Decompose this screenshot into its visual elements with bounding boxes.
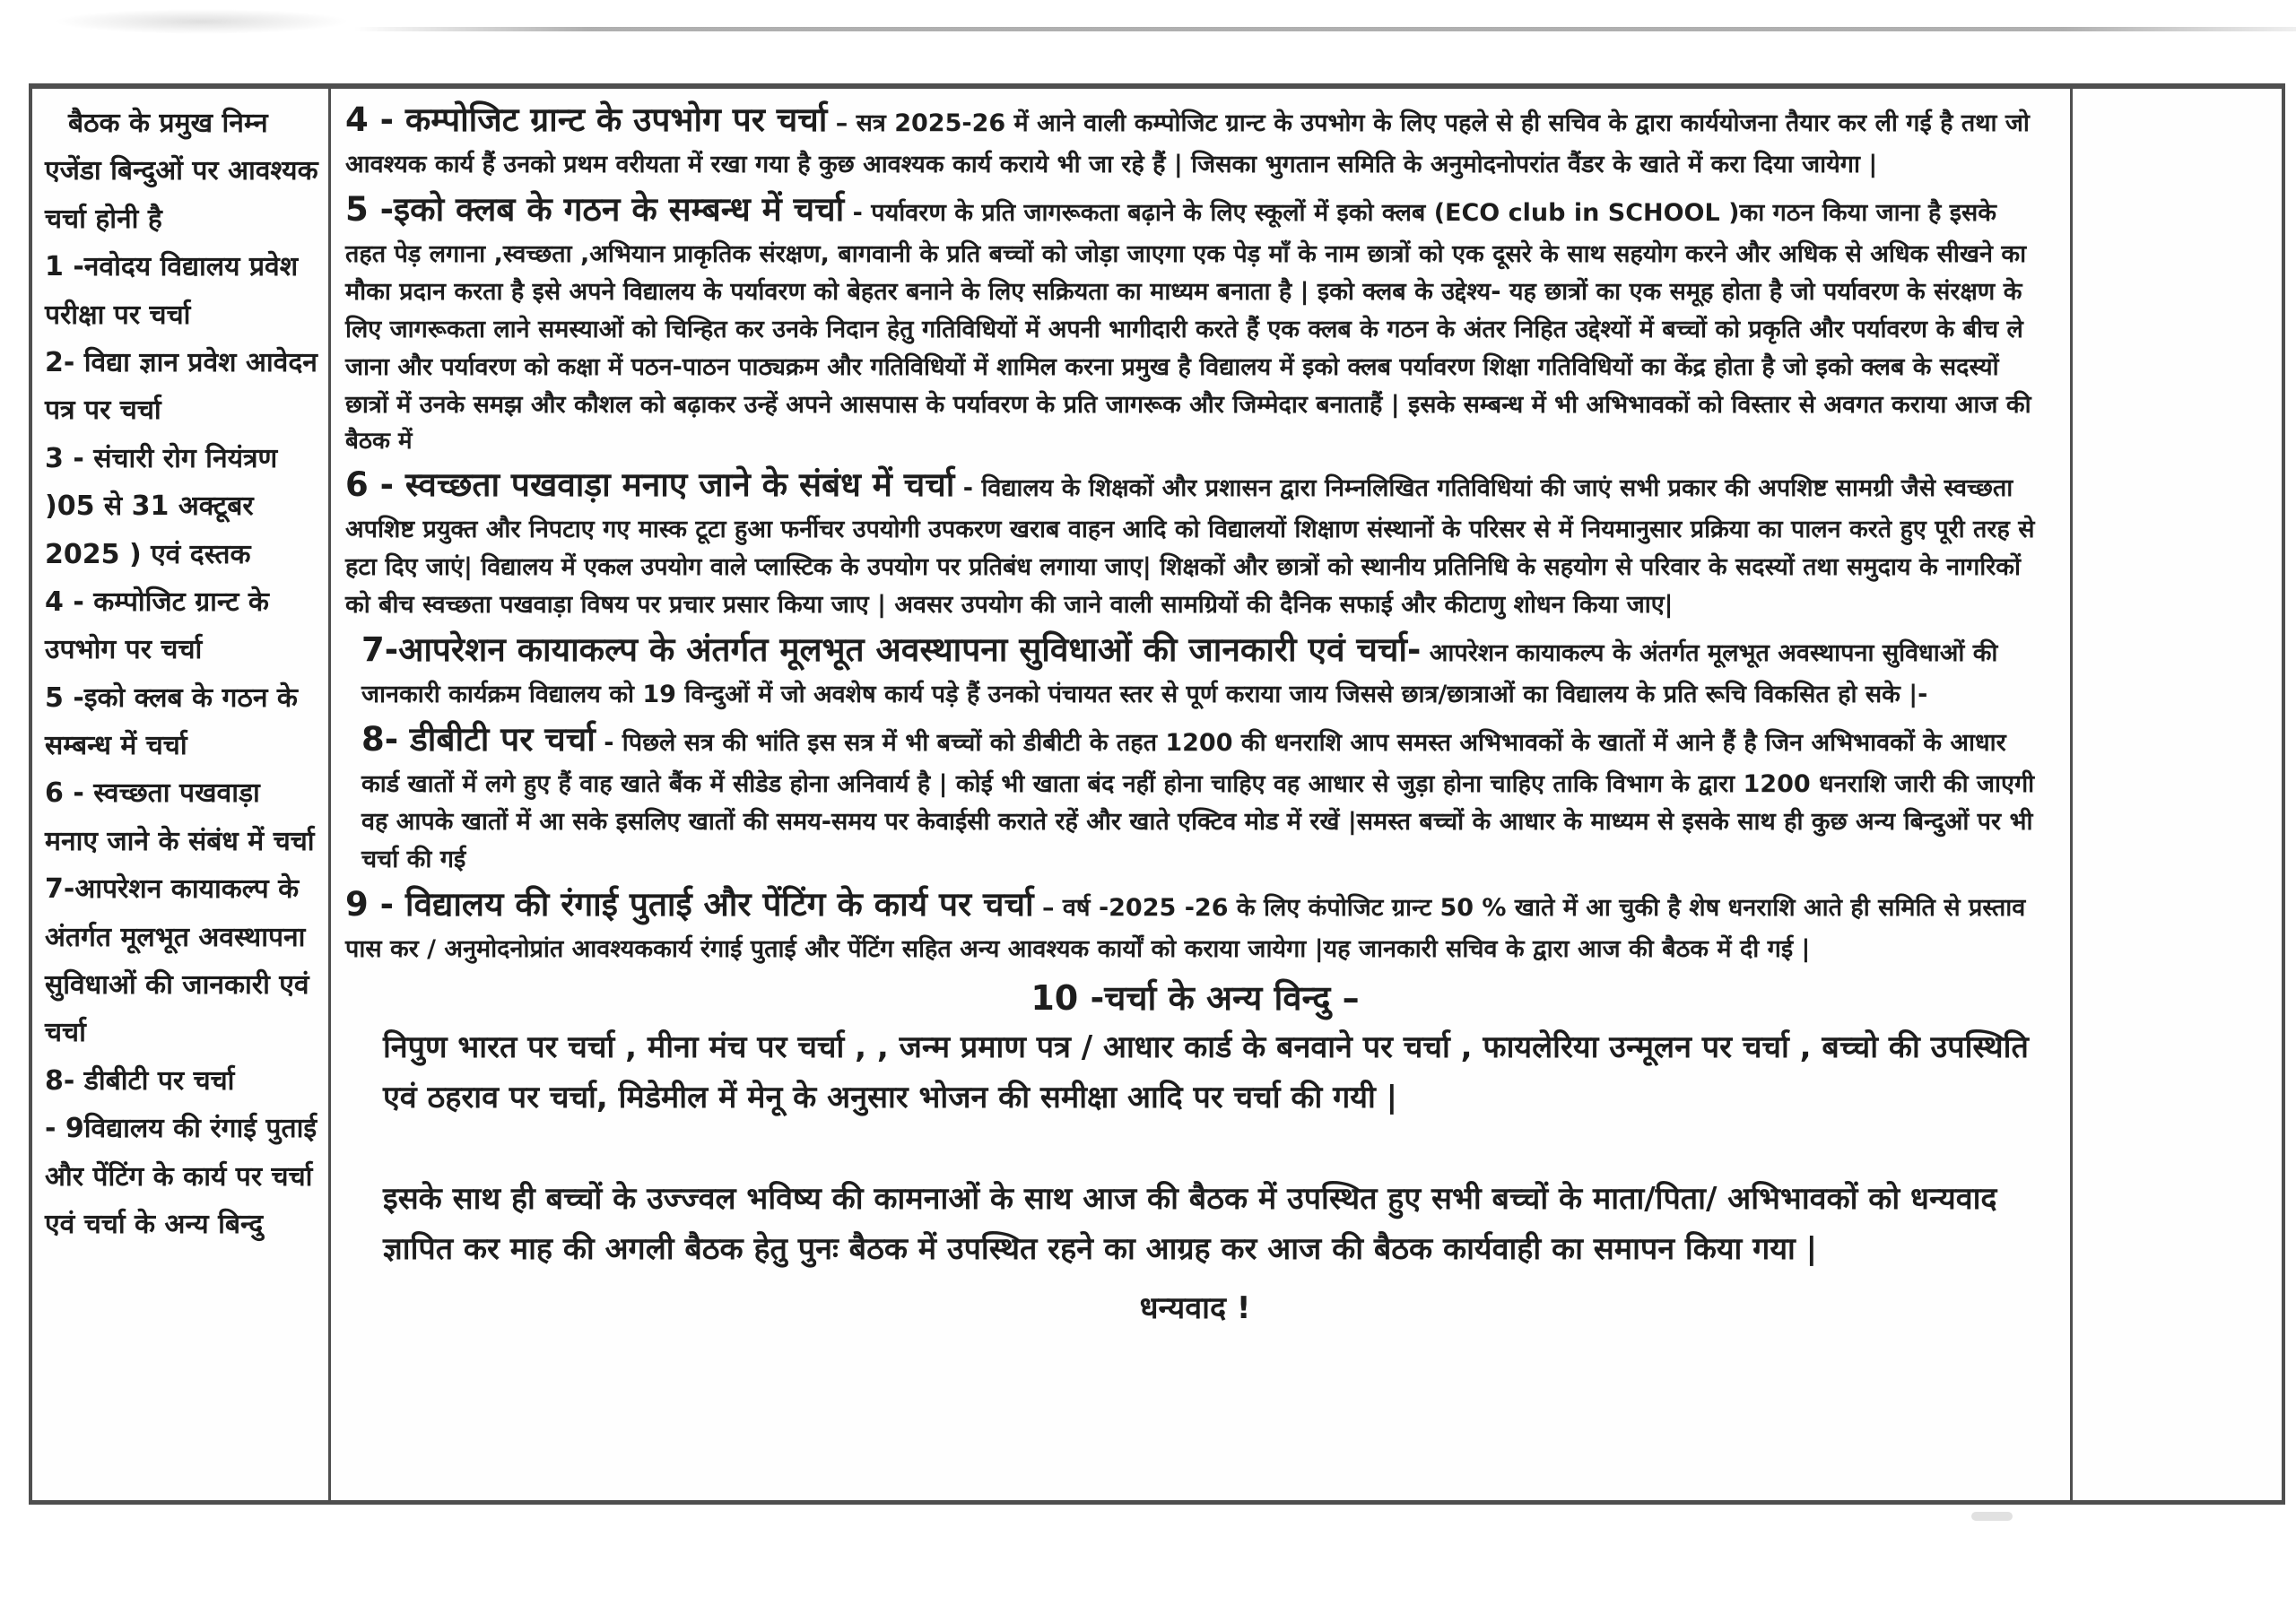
- discussion-block: [383, 1023, 2032, 1124]
- discussion-body-text: - पर्यावरण के प्रति जागरूकता बढ़ाने के लिए स्कूलों में इको क्लब (ECO club in SCHOOL )का गठन किया जाना है इसके तहत पेड़ लगाना ,स्वच्छता ,अभियान प्राकृतिक संरक्षण, बागवानी के प्रति बच्चों को जोड़ा जाएगा एक पेड़ माँ के नाम छात्रों को एक दूसरे के साथ सहयोग करने और अधिक से अधिक सीखने का मौका प्रदान करता है इसे अपने विद्यालय के पर्यावरण को बेहतर बनाने के लिए सक्रियता का माध्यम बनाता है | इको क्लब के उद्देश्य- यह छात्रों का एक समूह होता है जो पर्यावरण के संरक्षण के लिए जागरूकता लाने समस्याओं को चिन्हित कर उनके निदान हेतु गतिविधियों में अपनी भागीदारी करते हैं एक क्लब के गठन के अंतर निहित उद्देश्यों में बच्चों को प्रकृति और पर्यावरण के बीच ले जाना और पर्यावरण को कक्षा में पठन-पाठन पाठ्यक्रम और गतिविधियों में शामिल करना प्रमुख है विद्यालय में इको क्लब पर्यावरण शिक्षा गतिविधियों का केंद्र होता है जो इको क्लब के सदस्यों छात्रों में उनके समझ और कौशल को बढ़ाकर उन्हें अपने आसपास के पर्यावरण के प्रति जागरूक और जिम्मेदार बनाताहैं | इसके सम्बन्ध में भी अभिभावकों को विस्तार से अवगत कराया आज की: [345, 198, 2031, 419]
- discussion-block: [345, 459, 2045, 624]
- discussion-body-text: – वर्ष -2025 -26 के लिए कंपोजिट ग्रान्ट 50 % खाते में आ चुकी है शेष धनराशि आते ही समिति से प्रस्ताव पास कर / अनुमोदनोप्रांत आवश्यककार्य रंगाई पुताई और पेंटिंग सहित अन्य आवश्यक कार्यों को कराया जायेगा |यह जानकारी सचिव के द्वारा आज की बैठक में दी गई |: [345, 894, 2026, 963]
- sidebar-agenda-item: - 9विद्यालय की रंगाई पुताई और पेंटिंग के कार्य पर चर्चा: [45, 1113, 317, 1193]
- sidebar-agenda-item: 8- डीबीटी पर चर्चा: [45, 1064, 235, 1097]
- agenda-sidebar-header: बैठक के प्रमुख निम्न एजेंडा बिन्दुओं पर आवश्यक चर्चा होनी है: [45, 108, 318, 235]
- agenda-sidebar-column: [32, 89, 331, 1500]
- discussion-heading-text: 4 - कम्पोजिट ग्रान्ट के उपभोग पर चर्चा: [345, 100, 828, 139]
- sidebar-agenda-item: 5 -इको क्लब के गठन के सम्बन्ध में चर्चा: [45, 681, 298, 762]
- scan-artifact-top-line: [354, 27, 2296, 31]
- sidebar-agenda-item: 4 - कम्पोजिट ग्रान्ट के उपभोग पर चर्चा: [45, 586, 269, 666]
- discussion-block: [345, 184, 2045, 424]
- discussion-body-text: 10 -चर्चा के अन्य विन्दु –: [1031, 977, 1360, 1018]
- agenda-sidebar-items: [45, 243, 321, 1248]
- discussion-heading-text: 8- डीबीटी पर चर्चा: [361, 719, 596, 759]
- discussion-block: [345, 624, 2045, 714]
- discussion-block: [345, 1284, 2045, 1332]
- discussion-body-text: बैठक में: [345, 428, 413, 456]
- discussion-body-text: इसके साथ ही बच्चों के उज्ज्वल भविष्य की कामनाओं के साथ आज की बैठक में उपस्थित हुए सभी बच्चों के माता/पिता/ अभिभावकों को धन्यवाद ज्ञापित कर माह की अगली बैठक हेतु पुनः बैठक में उपस्थित रहने का आग्रह कर आज की बैठक कार्यवाही का समापन किया गया |: [383, 1181, 1997, 1268]
- discussion-body-text: – सत्र 2025-26 में आने वाली कम्पोजिट ग्रान्ट के उपभोग के लिए पहले से ही सचिव के द्वारा कार्ययोजना तैयार कर ली गई है तथा जो आवश्यक कार्य हैं उनको प्रथम वरीयता में रखा गया है कुछ आवश्यक कार्य कराये भी जा रहे हैं | जिसका भुगतान समिति के अनुमोदनोपरांत वैंडर के खाते में करा दिया जायेगा |: [345, 109, 2030, 178]
- discussion-body-text: धन्यवाद !: [1139, 1289, 1251, 1326]
- discussion-body-text: आपरेशन कायाकल्प के अंतर्गत मूलभूत अवस्थापना सुविधाओं की जानकारी कार्यक्रम विद्यालय को 19 विन्दुओं में जो अवशेष कार्य पड़े हैं उनको पंचायत स्तर से पूर्ण कराया जाय जिससे छात्र/छात्राओं का विद्यालय के प्रति रूचि विकसित हो सके |-: [361, 639, 1998, 708]
- discussion-body-text: - विद्यालय के शिक्षकों और प्रशासन द्वारा निम्नलिखित गतिविधियां की जाएं सभी प्रकार की अपशिष्ट सामग्री जैसे स्वच्छता अपशिष्ट प्रयुक्त और निपटाए गए मास्क टूटा हुआ फर्नीचर उपयोगी उपकरण खराब वाहन आदि को विद्यालयों शिक्षाण संस्थानों के परिसर से में नियमानुसार प्रक्रिया का पालन करते हुए पूरी तरह से हटा दिए जाएं| विद्यालय में एकल उपयोग वाले प्लास्टिक के उपयोग पर प्रतिबंध लगाया जाए| शिक्षकों और छात्रों को स्थानीय प्रतिनिधि के सहयोग से परिवार के सदस्यों तथा समुदाय के नागरिकों को बीच स्वच्छता पखवाड़ा विषय पर प्रचार प्रसार किया जाए | अवसर उपयोग की जाने वाली सामग्रियों की दैनिक सफाई और कीटाणु शोधन किया जाए|: [345, 474, 2035, 620]
- discussion-block: [345, 424, 2045, 459]
- discussion-body-text: निपुण भारत पर चर्चा , मीना मंच पर चर्चा , , जन्म प्रमाण पत्र / आधार कार्ड के बनवाने पर चर्चा , फायलेरिया उन्मूलन पर चर्चा , बच्चो की उपस्थिति एवं ठहराव पर चर्चा, मिडेमील में मेनू के अनुसार भोजन की समीक्षा आदि पर चर्चा की गयी |: [383, 1028, 2029, 1115]
- discussion-block: [345, 94, 2045, 184]
- discussion-block: [345, 974, 2045, 1023]
- scan-artifact-smudge: [54, 9, 350, 34]
- discussion-body-text: - पिछले सत्र की भांति इस सत्र में भी बच्चों को डीबीटी के तहत 1200 की धनराशि आप समस्त अभिभावकों के खातों में आने हैं है जिन अभिभावकों के आधार कार्ड खातों में लगे हुए हैं वाह खाते बैंक में सीडेड होना अनिवार्य है | कोई भी खाता बंद नहीं होना चाहिए वह आधार से जुड़ा होना चाहिए ताकि विभाग के द्वारा 1200 धनराशि जारी की जाएगी वह आपके खातों में आ सके इसलिए खातों की समय-समय पर केवाईसी कराते रहें और खाते एक्टिव मोड में रखें |समस्त बच्चों के आधार के माध्यम से इसके साथ ही कुछ अन्य बिन्दुओं पर भी चर्चा की गई: [361, 728, 2035, 873]
- discussion-block: [345, 879, 2045, 968]
- sidebar-agenda-item: 2- विद्या ज्ञान प्रवेश आवेदन पत्र पर चर्चा: [45, 346, 317, 427]
- discussion-heading-text: 7-आपरेशन कायाकल्प के अंतर्गत मूलभूत अवस्थापना सुविधाओं की जानकारी एवं चर्चा-: [361, 630, 1422, 670]
- discussion-heading-text: 6 - स्वच्छता पखवाड़ा मनाए जाने के संबंध में चर्चा: [345, 465, 955, 505]
- discussion-block: [345, 714, 2045, 879]
- minutes-table: [29, 83, 2285, 1505]
- sidebar-agenda-item: 7-आपरेशन कायाकल्प के अंतर्गत मूलभूत अवस्थापना सुविधाओं की जानकारी एवं चर्चा: [45, 873, 309, 1049]
- discussion-heading-text: 9 - विद्यालय की रंगाई पुताई और पेंटिंग के कार्य पर चर्चा: [345, 885, 1034, 924]
- scan-artifact-smudge: [1971, 1512, 2013, 1521]
- empty-right-column: [2073, 89, 2282, 1500]
- sidebar-agenda-item: 1 -नवोदय विद्यालय प्रवेश परीक्षा पर चर्चा: [45, 251, 299, 331]
- discussion-main-column: [331, 89, 2073, 1500]
- discussion-block: [383, 1175, 2032, 1275]
- sidebar-agenda-item: 6 - स्वच्छता पखवाड़ा मनाए जाने के संबंध में चर्चा: [45, 777, 315, 857]
- discussion-heading-text: 5 -इको क्लब के गठन के सम्बन्ध में चर्चा: [345, 189, 845, 229]
- sidebar-agenda-item: एवं चर्चा के अन्य बिन्दु: [45, 1208, 264, 1240]
- sidebar-agenda-item: 3 - संचारी रोग नियंत्रण )05 से 31 अक्टूबर 2025 ) एवं दस्तक: [45, 442, 278, 570]
